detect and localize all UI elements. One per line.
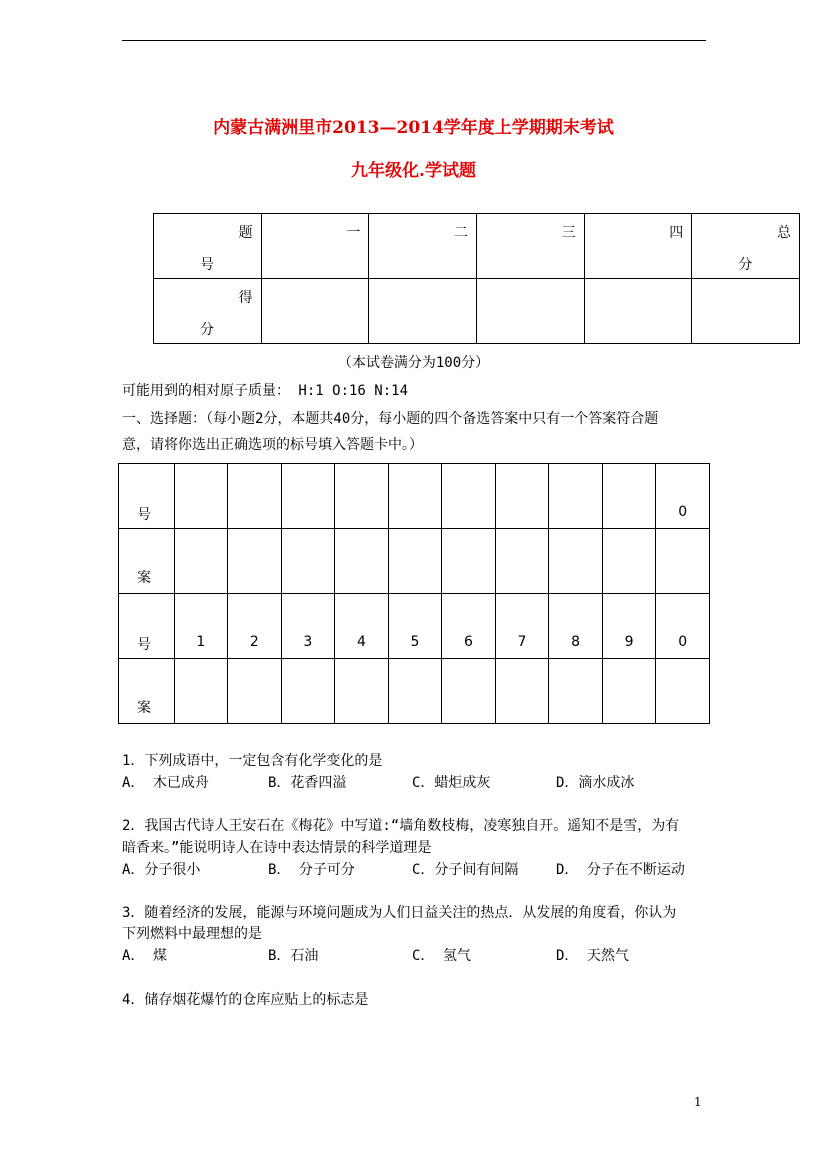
- number-text: 4: [356, 634, 366, 650]
- answer-cell-9[interactable]: [602, 529, 656, 594]
- answer-cell-18[interactable]: [549, 659, 603, 724]
- answer-cell-11[interactable]: [174, 659, 228, 724]
- score-input-total[interactable]: [692, 279, 800, 344]
- row-label: [119, 464, 175, 529]
- header-label-bottom: 号: [200, 257, 214, 273]
- answer-cell-20[interactable]: [656, 659, 710, 724]
- section1-instructions-1: 一、选择题：（每小题2分，本题共40分，每小题的四个备选答案中只有一个答案符合题: [122, 411, 659, 427]
- number-text: 1: [196, 634, 206, 650]
- number-cell: [495, 464, 549, 529]
- q4-stem: 4．储存烟花爆竹的仓库应贴上的标志是: [122, 992, 369, 1008]
- number-text: 7: [517, 634, 527, 650]
- number-cell: [549, 464, 603, 529]
- answer-cell-14[interactable]: [335, 659, 389, 724]
- number-text: 8: [571, 634, 580, 650]
- answer-cell-16[interactable]: [442, 659, 496, 724]
- q3-option-c: C． 氢气: [412, 948, 471, 964]
- col-label: 三: [561, 225, 576, 241]
- q2-stem-2: 暗香来。”能说明诗人在诗中表达情景的科学道理是: [122, 840, 432, 856]
- number-cell: [174, 464, 228, 529]
- number-cell: [228, 594, 282, 659]
- q2-option-d: D． 分子在不断运动: [556, 862, 685, 878]
- atomic-mass-line: 可能用到的相对原子质量： H:1 O:16 N:14: [122, 383, 409, 399]
- exam-subtitle: 九年级化.学试题: [351, 161, 476, 181]
- header-rule: [122, 40, 706, 41]
- answer-cell-3[interactable]: [281, 529, 335, 594]
- answer-cell-5[interactable]: [388, 529, 442, 594]
- answer-cell-12[interactable]: [228, 659, 282, 724]
- score-input-1[interactable]: [261, 279, 369, 344]
- q3-option-d: D． 天然气: [556, 948, 629, 964]
- number-cell: [495, 594, 549, 659]
- row-label-text: 号: [137, 637, 151, 653]
- number-text: 5: [410, 634, 420, 650]
- score-col-2: [369, 214, 477, 279]
- col-label: 一: [346, 225, 361, 241]
- row-label: [119, 659, 175, 724]
- answer-number-row-2: [119, 594, 710, 659]
- row-label-text: 案: [137, 700, 151, 716]
- answer-cell-7[interactable]: [495, 529, 549, 594]
- answer-cell-2[interactable]: [228, 529, 282, 594]
- page-number: 1: [694, 1095, 702, 1109]
- section1-instructions-2: 意，请将你选出正确选项的标号填入答题卡中。）: [122, 437, 423, 453]
- score-label-top: 得: [238, 290, 253, 306]
- answer-cell-4[interactable]: [335, 529, 389, 594]
- exam-title: 内蒙古满洲里市2013—2014学年度上学期期末考试: [213, 118, 614, 138]
- number-text: 6: [464, 634, 473, 650]
- score-table: [153, 213, 800, 344]
- number-text: 9: [624, 634, 634, 650]
- q2-option-c: C．分子间有间隔: [412, 862, 519, 878]
- number-text: 0: [678, 504, 688, 520]
- answer-cell-13[interactable]: [281, 659, 335, 724]
- full-score-note: （本试卷满分为100分）: [337, 355, 490, 371]
- number-cell: [281, 594, 335, 659]
- number-cell: [602, 464, 656, 529]
- number-cell: [388, 464, 442, 529]
- number-cell: [442, 594, 496, 659]
- q3-option-a: A． 煤: [122, 948, 167, 964]
- answer-card-table: [118, 463, 710, 724]
- answer-cell-1[interactable]: [174, 529, 228, 594]
- score-value-row: [154, 279, 800, 344]
- q1-option-a: A． 木已成舟: [122, 775, 209, 791]
- q1-option-d: D．滴水成冰: [556, 775, 635, 791]
- row-label-text: 号: [137, 507, 151, 523]
- number-cell: [335, 464, 389, 529]
- col-label: 四: [669, 225, 684, 241]
- answer-cell-19[interactable]: [602, 659, 656, 724]
- score-col-3: [476, 214, 584, 279]
- number-cell: [656, 464, 710, 529]
- q3-stem-1: 3．随着经济的发展，能源与环境问题成为人们日益关注的热点．从发展的角度看，你认为: [122, 905, 677, 921]
- score-header-cell: [154, 214, 262, 279]
- q2-option-b: B． 分子可分: [268, 862, 355, 878]
- row-label-text: 案: [137, 570, 151, 586]
- number-cell: [281, 464, 335, 529]
- score-col-total: [692, 214, 800, 279]
- q1-option-b: B．花香四溢: [268, 775, 347, 791]
- number-cell: [388, 594, 442, 659]
- total-label-bottom: 分: [738, 257, 753, 273]
- answer-number-row-1: [119, 464, 710, 529]
- score-row-label: [154, 279, 262, 344]
- score-input-4[interactable]: [584, 279, 692, 344]
- number-cell: [549, 594, 603, 659]
- number-cell: [656, 594, 710, 659]
- q1-stem: 1．下列成语中，一定包含有化学变化的是: [122, 753, 383, 769]
- q3-stem-2: 下列燃料中最理想的是: [122, 926, 262, 942]
- answer-cell-8[interactable]: [549, 529, 603, 594]
- header-label-top: 题: [238, 225, 253, 241]
- score-label-bottom: 分: [200, 322, 214, 338]
- total-label-top: 总: [777, 225, 791, 241]
- q1-option-c: C．蜡炬成灰: [412, 775, 491, 791]
- score-header-row: [154, 214, 800, 279]
- answer-row-1: [119, 529, 710, 594]
- score-col-1: [261, 214, 369, 279]
- number-cell: [602, 594, 656, 659]
- number-text: 3: [303, 634, 313, 650]
- score-col-4: [584, 214, 692, 279]
- number-text: 2: [249, 634, 259, 650]
- number-cell: [442, 464, 496, 529]
- q2-option-a: A．分子很小: [122, 862, 201, 878]
- q3-option-b: B．石油: [268, 948, 319, 964]
- answer-row-2: [119, 659, 710, 724]
- number-cell: [174, 594, 228, 659]
- col-label: 二: [453, 225, 468, 241]
- answer-cell-17[interactable]: [495, 659, 549, 724]
- number-cell: [335, 594, 389, 659]
- answer-cell-15[interactable]: [388, 659, 442, 724]
- score-input-3[interactable]: [476, 279, 584, 344]
- q2-stem-1: 2．我国古代诗人王安石在《梅花》中写道:“墙角数枝梅，凌寒独自开。遥知不是雪，为有: [122, 818, 680, 834]
- row-label: [119, 529, 175, 594]
- row-label: [119, 594, 175, 659]
- number-text: 0: [678, 634, 688, 650]
- score-input-2[interactable]: [369, 279, 477, 344]
- answer-cell-10[interactable]: [656, 529, 710, 594]
- number-cell: [228, 464, 282, 529]
- answer-cell-6[interactable]: [442, 529, 496, 594]
